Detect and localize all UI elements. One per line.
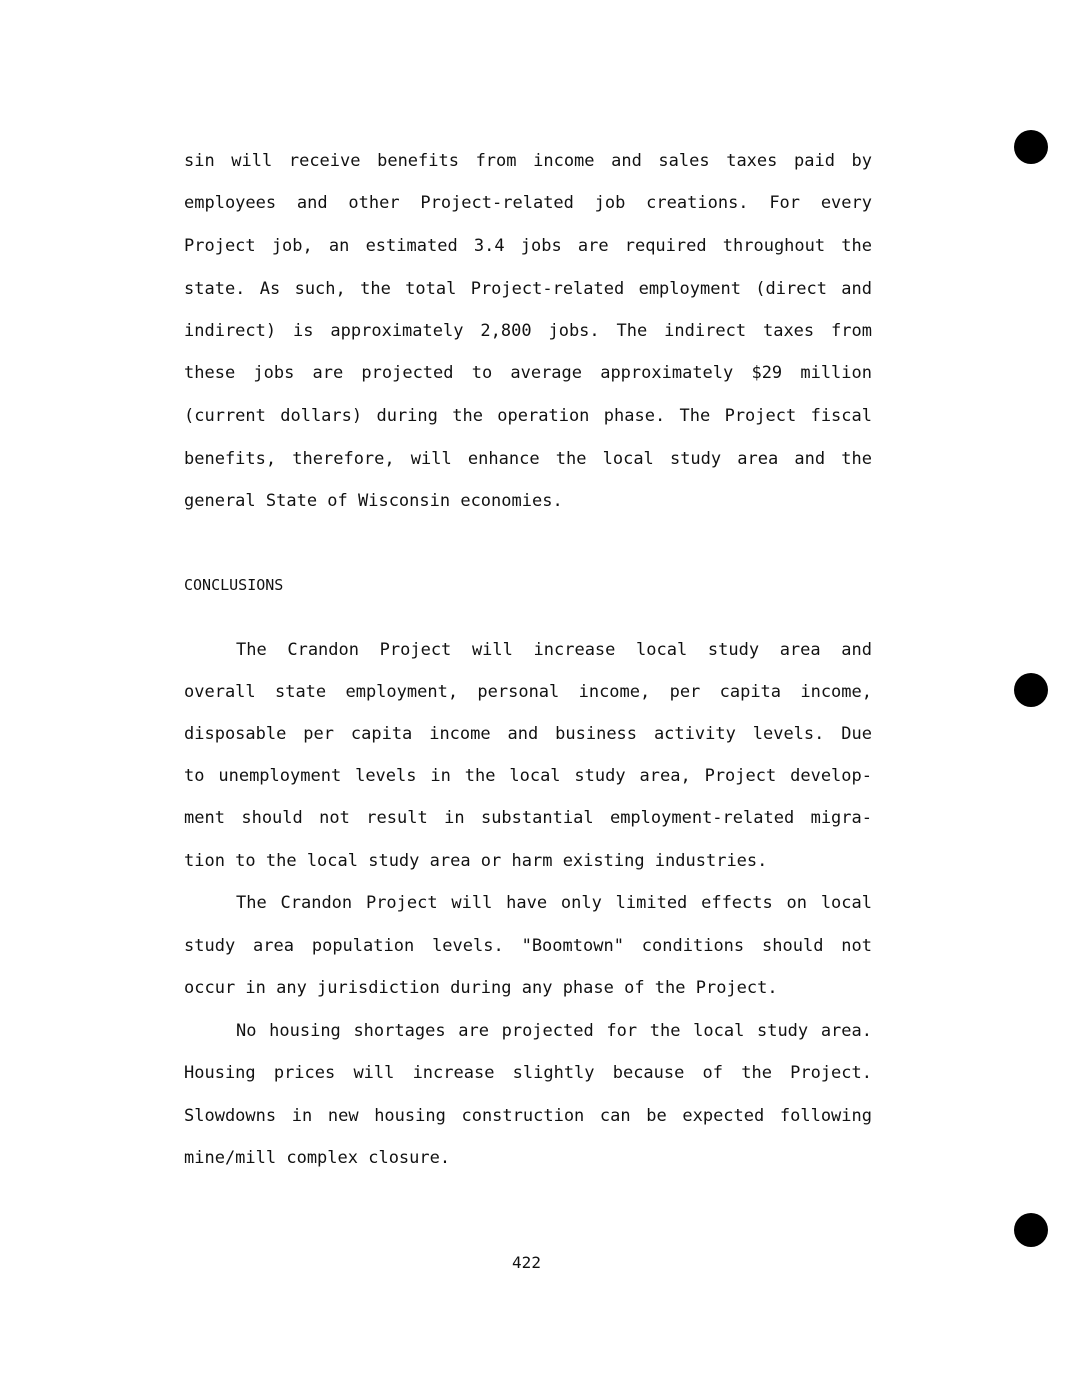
- paragraph-4-line-3: Slowdowns in new housing construction can be expected following: [184, 1106, 872, 1126]
- paragraph-1-line-9: general State of Wisconsin economies.: [184, 491, 563, 511]
- paragraph-1-line-5: indirect) is approximately 2,800 jobs. The indirect taxes from: [184, 321, 872, 341]
- paragraph-2-line-2: overall state employment, personal income, per capita income,: [184, 682, 872, 702]
- paragraph-1-line-3: Project job, an estimated 3.4 jobs are required throughout the: [184, 236, 872, 256]
- paragraph-2-line-6: tion to the local study area or harm existing industries.: [184, 851, 768, 871]
- paragraph-1-line-7: (current dollars) during the operation phase. The Project fiscal: [184, 406, 872, 426]
- paragraph-1-line-8: benefits, therefore, will enhance the local study area and the: [184, 449, 872, 469]
- paragraph-3-line-2: study area population levels. "Boomtown" conditions should not: [184, 936, 872, 956]
- paragraph-4-line-4: mine/mill complex closure.: [184, 1148, 451, 1168]
- paragraph-1-line-6: these jobs are projected to average approximately $29 million: [184, 363, 872, 383]
- paragraph-4-line-1: No housing shortages are projected for the local study area.: [236, 1021, 872, 1041]
- paragraph-2-line-1: The Crandon Project will increase local study area and: [236, 640, 872, 660]
- punch-hole-middle: [1014, 673, 1048, 707]
- section-heading: CONCLUSIONS: [184, 576, 284, 594]
- page-number: 422: [512, 1253, 541, 1272]
- paragraph-4-line-2: Housing prices will increase slightly because of the Project.: [184, 1063, 872, 1083]
- paragraph-1-line-2: employees and other Project-related job creations. For every: [184, 193, 872, 213]
- punch-hole-bottom: [1014, 1213, 1048, 1247]
- paragraph-2-line-3: disposable per capita income and business activity levels. Due: [184, 724, 872, 744]
- paragraph-3-line-1: The Crandon Project will have only limited effects on local: [236, 893, 872, 913]
- paragraph-2-line-4: to unemployment levels in the local study area, Project develop-: [184, 766, 872, 786]
- punch-hole-top: [1014, 130, 1048, 164]
- paragraph-2-line-5: ment should not result in substantial employment-related migra-: [184, 808, 872, 828]
- paragraph-1-line-4: state. As such, the total Project-related employment (direct and: [184, 279, 872, 299]
- paragraph-3-line-3: occur in any jurisdiction during any phase of the Project.: [184, 978, 778, 998]
- paragraph-1-line-1: sin will receive benefits from income and sales taxes paid by: [184, 151, 872, 171]
